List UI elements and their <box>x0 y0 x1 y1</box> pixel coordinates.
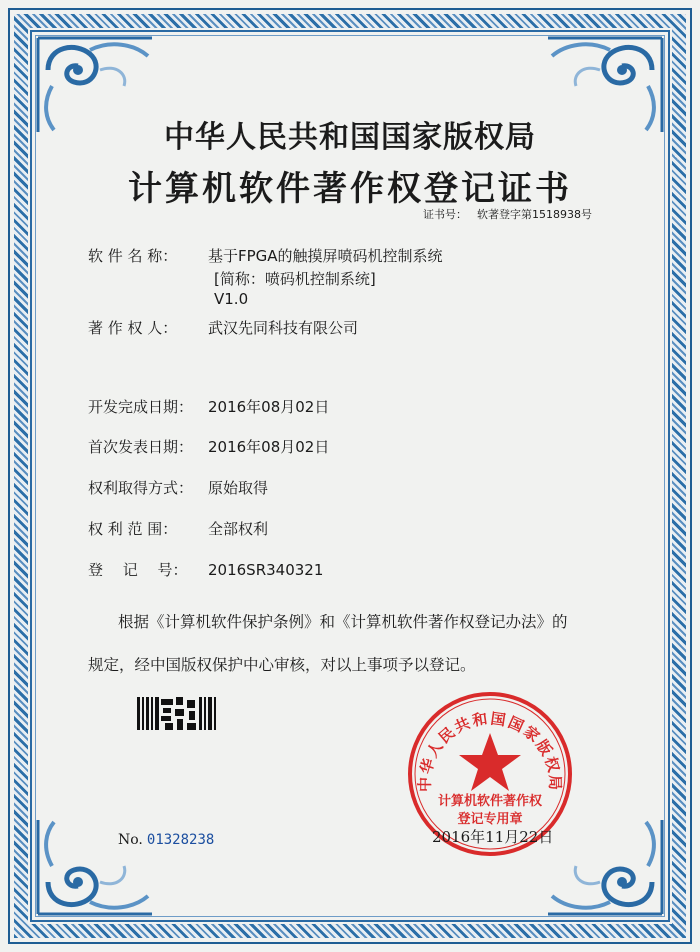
field-value: 2016年08月02日 <box>208 438 330 456</box>
field-copyright-owner <box>88 317 358 338</box>
field-value: 全部权利 <box>208 520 269 538</box>
field-dev-date <box>88 396 329 417</box>
serial-number <box>118 832 214 848</box>
serial-number-value: 01328238 <box>146 832 215 848</box>
seal-ring-text: 中华人民共和国国家版权局 <box>415 709 565 793</box>
field-software-name <box>88 245 443 266</box>
field-label: 权 利 范 围： <box>88 520 178 538</box>
field-label: 软 件 名 称： <box>88 247 178 265</box>
field-label: 开发完成日期： <box>88 398 194 416</box>
issue-date: 2016年11月22日 <box>432 828 554 846</box>
body-text-line-2: 规定，经中国版权保护中心审核，对以上事项予以登记。 <box>88 656 476 674</box>
software-short-name: [简称：喷码机控制系统] <box>214 270 376 288</box>
certificate-number-value: 软著登字第1518938号 <box>477 208 592 221</box>
serial-number-label: No. <box>118 832 143 848</box>
field-reg-no <box>88 559 323 580</box>
field-value: 2016SR340321 <box>208 561 324 579</box>
field-label: 首次发表日期： <box>88 438 194 456</box>
field-label: 登 记 号： <box>88 561 188 579</box>
corner-ornament-bottom-left <box>30 812 160 922</box>
field-label: 著 作 权 人： <box>88 319 178 337</box>
certificate-number-label: 证书号： <box>423 208 467 221</box>
seal-text-line-1: 计算机软件著作权 <box>437 794 542 809</box>
field-acquisition <box>88 477 268 498</box>
field-value: 武汉先同科技有限公司 <box>208 319 359 337</box>
software-version: V1.0 <box>214 290 249 308</box>
barcode <box>137 697 219 730</box>
field-label: 权利取得方式： <box>88 479 194 497</box>
seal-text-line-2: 登记专用章 <box>457 812 523 827</box>
field-pub-date <box>88 436 329 457</box>
certificate-number <box>423 206 592 222</box>
certificate-title: 计算机软件著作权登记证书 <box>128 169 572 209</box>
field-value: 原始取得 <box>208 479 269 497</box>
seal-star-icon <box>459 733 521 791</box>
field-value: 2016年08月02日 <box>208 398 330 416</box>
issuer-title: 中华人民共和国国家版权局 <box>164 120 536 155</box>
field-value: 基于FPGA的触摸屏喷码机控制系统 <box>208 247 443 265</box>
body-text-line-1: 根据《计算机软件保护条例》和《计算机软件著作权登记办法》的 <box>118 613 568 631</box>
field-scope <box>88 518 268 539</box>
